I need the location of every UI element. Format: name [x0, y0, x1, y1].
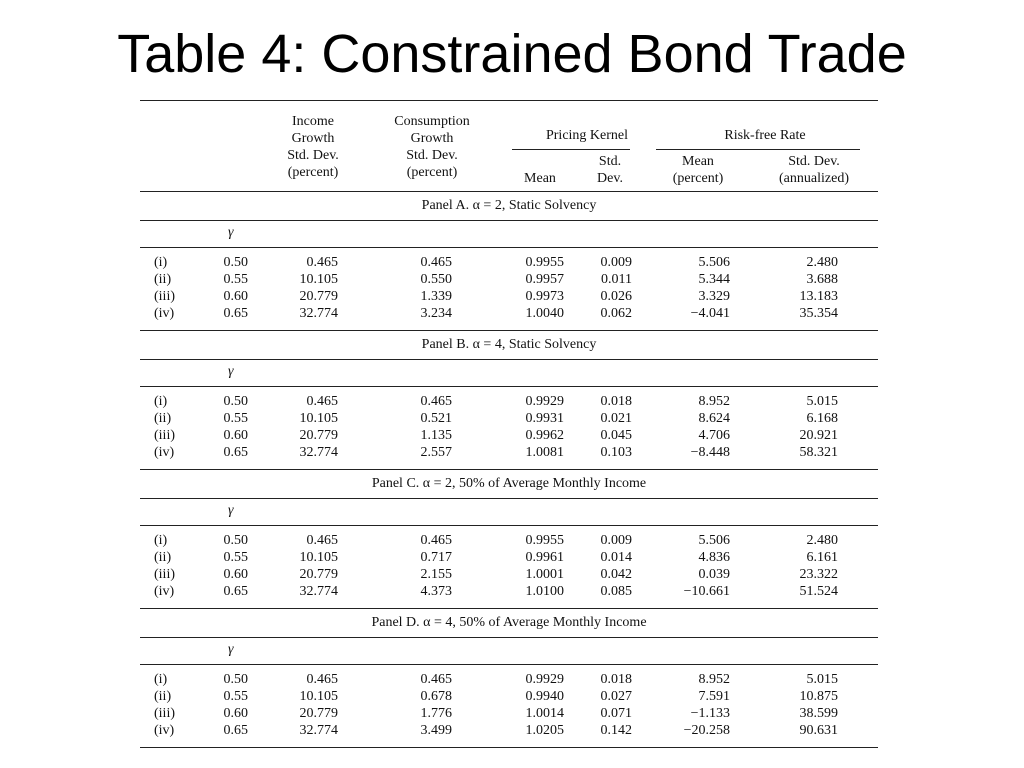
table-cell: 10.875 — [799, 689, 838, 704]
header-riskfree: Risk-free Rate — [724, 128, 806, 143]
table-cell: 32.774 — [299, 723, 338, 738]
row-label-column — [154, 671, 204, 739]
table-cell: 7.591 — [698, 689, 730, 704]
table-cell: 0.465 — [420, 255, 452, 270]
table-cell: −1.133 — [690, 706, 730, 721]
table-cell: 0.9940 — [525, 689, 564, 704]
table-cell: 0.011 — [601, 272, 632, 287]
pricing-kernel-rule — [512, 149, 630, 150]
table-cell: −8.448 — [690, 445, 730, 460]
table-cell: 0.085 — [600, 584, 632, 599]
header-income-line: (percent) — [287, 165, 339, 180]
table-cell: 6.168 — [806, 411, 838, 426]
table-cell: 0.55 — [223, 411, 248, 426]
table-cell: 51.524 — [799, 584, 838, 599]
table-cell: 0.009 — [600, 533, 632, 548]
table-cell: 0.039 — [698, 567, 730, 582]
table-cell: 3.688 — [806, 272, 838, 287]
table-cell: 1.0001 — [525, 567, 564, 582]
table-cell: 8.952 — [698, 394, 730, 409]
header-income-line: Income — [292, 114, 334, 129]
table-cell: 2.480 — [806, 533, 838, 548]
results-table — [140, 100, 878, 748]
table-cell: 2.155 — [420, 567, 452, 582]
table-cell: −4.041 — [690, 306, 730, 321]
table-cell: 0.60 — [223, 289, 248, 304]
table-cell: 0.465 — [420, 533, 452, 548]
header-rf-std-line: Std. Dev. — [788, 154, 840, 169]
table-cell: 0.045 — [600, 428, 632, 443]
table-cell: 0.678 — [420, 689, 452, 704]
header-pk-std-line: Dev. — [597, 171, 623, 186]
table-cell: 0.55 — [223, 272, 248, 287]
header-rf-mean — [656, 153, 740, 187]
rf-mean-column — [650, 532, 730, 600]
table-cell: 0.50 — [223, 533, 248, 548]
row-label-column — [154, 254, 204, 322]
table-cell: 0.009 — [600, 255, 632, 270]
panel-d-data — [140, 665, 878, 747]
table-cell: 3.234 — [420, 306, 452, 321]
table-cell: 10.105 — [299, 272, 338, 287]
table-cell: 5.506 — [698, 255, 730, 270]
gamma-column — [200, 254, 248, 322]
table-cell: 0.9962 — [525, 428, 564, 443]
table-cell: 1.0014 — [525, 706, 564, 721]
table-cell: 0.55 — [223, 689, 248, 704]
table-cell: 1.0040 — [525, 306, 564, 321]
header-rf-mean-line: Mean — [682, 154, 714, 169]
pk-mean-column — [502, 671, 564, 739]
table-cell: 0.465 — [306, 394, 338, 409]
gamma-column — [200, 393, 248, 461]
table-cell: 0.103 — [600, 445, 632, 460]
table-cell: 0.042 — [600, 567, 632, 582]
table-cell: 0.9957 — [525, 272, 564, 287]
gamma-symbol: γ — [228, 225, 234, 240]
table-cell: 0.9929 — [525, 394, 564, 409]
table-cell: −20.258 — [683, 723, 730, 738]
table-cell: 0.465 — [420, 394, 452, 409]
table-cell: (ii) — [154, 689, 172, 704]
table-cell: 0.50 — [223, 672, 248, 687]
table-cell: 13.183 — [799, 289, 838, 304]
table-cell: (ii) — [154, 272, 172, 287]
table-cell: 32.774 — [299, 584, 338, 599]
gamma-header-row — [140, 221, 878, 247]
table-bottom-rule — [140, 747, 878, 748]
gamma-column — [200, 532, 248, 600]
header-rf-std-line: (annualized) — [779, 171, 849, 186]
rf-mean-column — [650, 254, 730, 322]
panel-a-title: Panel A. α = 2, Static Solvency — [421, 198, 597, 213]
gamma-header-row — [140, 360, 878, 386]
table-cell: 0.60 — [223, 706, 248, 721]
table-cell: 0.50 — [223, 394, 248, 409]
panel-b-data — [140, 387, 878, 469]
table-cell: (iii) — [154, 428, 175, 443]
gamma-symbol: γ — [228, 364, 234, 379]
table-cell: 0.465 — [306, 672, 338, 687]
table-cell: (iv) — [154, 445, 175, 460]
table-cell: 0.60 — [223, 567, 248, 582]
table-cell: 0.465 — [306, 533, 338, 548]
table-cell: (iv) — [154, 584, 175, 599]
consumption-column — [390, 254, 452, 322]
table-cell: (i) — [154, 533, 168, 548]
table-cell: 3.329 — [698, 289, 730, 304]
table-cell: 0.9973 — [525, 289, 564, 304]
table-cell: 0.9955 — [525, 533, 564, 548]
table-cell: 4.373 — [420, 584, 452, 599]
table-cell: 10.105 — [299, 689, 338, 704]
pk-mean-column — [502, 254, 564, 322]
header-consumption — [372, 113, 492, 181]
table-cell: (i) — [154, 255, 168, 270]
table-cell: 10.105 — [299, 411, 338, 426]
table-cell: (iii) — [154, 706, 175, 721]
header-pk-std — [580, 153, 640, 187]
table-cell: (iii) — [154, 289, 175, 304]
table-cell: 0.65 — [223, 445, 248, 460]
table-cell: −10.661 — [683, 584, 730, 599]
table-cell: (iv) — [154, 306, 175, 321]
table-cell: 23.322 — [799, 567, 838, 582]
table-cell: 0.465 — [420, 672, 452, 687]
table-cell: 38.599 — [799, 706, 838, 721]
header-income-line: Growth — [291, 131, 335, 146]
table-cell: 20.779 — [299, 567, 338, 582]
table-cell: 0.021 — [600, 411, 632, 426]
table-cell: 0.062 — [600, 306, 632, 321]
income-column — [270, 532, 338, 600]
panel-c-data — [140, 526, 878, 608]
table-cell: 1.0205 — [525, 723, 564, 738]
consumption-column — [390, 532, 452, 600]
pk-std-column — [580, 254, 632, 322]
table-cell: 0.717 — [420, 550, 452, 565]
table-cell: 0.142 — [600, 723, 632, 738]
table-cell: 0.018 — [600, 394, 632, 409]
table-cell: 20.921 — [799, 428, 838, 443]
gamma-header-row — [140, 638, 878, 664]
gamma-column — [200, 671, 248, 739]
panel-c-title: Panel C. α = 2, 50% of Average Monthly Income — [371, 476, 647, 491]
table-cell: 20.779 — [299, 289, 338, 304]
table-cell: 5.015 — [806, 672, 838, 687]
header-consumption-line: (percent) — [406, 165, 458, 180]
pk-std-column — [580, 671, 632, 739]
table-cell: 8.624 — [698, 411, 730, 426]
table-cell: 2.557 — [420, 445, 452, 460]
table-cell: 1.776 — [420, 706, 452, 721]
table-cell: (iii) — [154, 567, 175, 582]
header-income — [268, 113, 358, 181]
pk-std-column — [580, 393, 632, 461]
table-header — [140, 101, 878, 191]
table-cell: 6.161 — [806, 550, 838, 565]
riskfree-rule — [656, 149, 860, 150]
table-cell: 1.135 — [420, 428, 452, 443]
header-pricing-kernel: Pricing Kernel — [545, 128, 629, 143]
rf-std-column — [760, 393, 838, 461]
table-cell: 8.952 — [698, 672, 730, 687]
table-cell: 90.631 — [799, 723, 838, 738]
income-column — [270, 671, 338, 739]
table-cell: 0.550 — [420, 272, 452, 287]
header-pk-std-line: Std. — [598, 154, 622, 169]
table-cell: 0.65 — [223, 584, 248, 599]
table-cell: 0.014 — [600, 550, 632, 565]
table-cell: 0.9961 — [525, 550, 564, 565]
row-label-column — [154, 393, 204, 461]
table-cell: 0.521 — [420, 411, 452, 426]
table-cell: (iv) — [154, 723, 175, 738]
header-rf-mean-line: (percent) — [672, 171, 724, 186]
table-cell: 20.779 — [299, 706, 338, 721]
pk-mean-column — [502, 532, 564, 600]
table-cell: 32.774 — [299, 445, 338, 460]
table-cell: 3.499 — [420, 723, 452, 738]
table-cell: (i) — [154, 672, 168, 687]
table-cell: 0.9929 — [525, 672, 564, 687]
slide-title: Table 4: Constrained Bond Trade — [117, 24, 907, 84]
gamma-symbol: γ — [228, 503, 234, 518]
table-cell: (ii) — [154, 550, 172, 565]
table-cell: 0.027 — [600, 689, 632, 704]
table-cell: 0.465 — [306, 255, 338, 270]
gamma-symbol: γ — [228, 642, 234, 657]
gamma-header-row — [140, 499, 878, 525]
table-cell: 0.55 — [223, 550, 248, 565]
pk-mean-column — [502, 393, 564, 461]
rf-std-column — [760, 254, 838, 322]
table-cell: 10.105 — [299, 550, 338, 565]
table-cell: 0.60 — [223, 428, 248, 443]
table-cell: 5.344 — [698, 272, 730, 287]
rf-std-column — [760, 671, 838, 739]
pk-std-column — [580, 532, 632, 600]
table-cell: (ii) — [154, 411, 172, 426]
income-column — [270, 393, 338, 461]
row-label-column — [154, 532, 204, 600]
table-cell: 0.026 — [600, 289, 632, 304]
table-cell: 5.015 — [806, 394, 838, 409]
table-cell: 32.774 — [299, 306, 338, 321]
header-consumption-line: Consumption — [394, 114, 470, 129]
header-rf-std — [760, 153, 868, 187]
table-cell: 0.9955 — [525, 255, 564, 270]
header-consumption-line: Std. Dev. — [406, 148, 458, 163]
table-cell: 0.9931 — [525, 411, 564, 426]
table-cell: 1.339 — [420, 289, 452, 304]
table-cell: 58.321 — [799, 445, 838, 460]
consumption-column — [390, 671, 452, 739]
table-cell: 35.354 — [799, 306, 838, 321]
panel-a-data — [140, 248, 878, 330]
rf-mean-column — [650, 393, 730, 461]
table-cell: (i) — [154, 394, 168, 409]
panel-b-title: Panel B. α = 4, Static Solvency — [421, 337, 597, 352]
consumption-column — [390, 393, 452, 461]
header-pk-mean: Mean — [524, 171, 556, 186]
panel-d-title: Panel D. α = 4, 50% of Average Monthly Income — [371, 615, 647, 630]
table-cell: 0.018 — [600, 672, 632, 687]
table-cell: 5.506 — [698, 533, 730, 548]
table-cell: 2.480 — [806, 255, 838, 270]
table-cell: 1.0081 — [525, 445, 564, 460]
rf-std-column — [760, 532, 838, 600]
table-cell: 4.836 — [698, 550, 730, 565]
table-cell: 4.706 — [698, 428, 730, 443]
table-cell: 0.50 — [223, 255, 248, 270]
table-cell: 0.071 — [600, 706, 632, 721]
header-consumption-line: Growth — [410, 131, 454, 146]
table-cell: 0.65 — [223, 723, 248, 738]
header-income-line: Std. Dev. — [287, 148, 339, 163]
rf-mean-column — [650, 671, 730, 739]
table-cell: 1.0100 — [525, 584, 564, 599]
income-column — [270, 254, 338, 322]
table-cell: 20.779 — [299, 428, 338, 443]
table-cell: 0.65 — [223, 306, 248, 321]
